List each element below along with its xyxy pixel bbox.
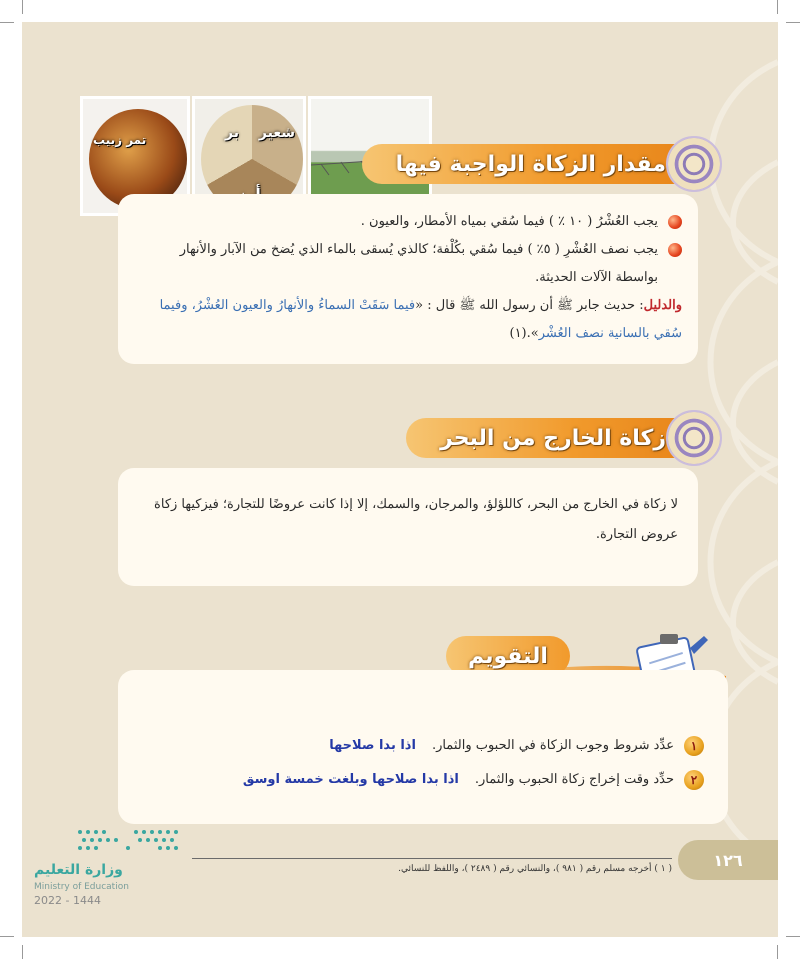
section-title: زكاة الخارج من البحر bbox=[440, 425, 666, 451]
evidence-intro: : حديث جابر ﷺ أن رسول الله ﷺ قال : « bbox=[415, 298, 644, 313]
question-answer: اذا بدا صلاحها وبلغت خمسة اوسق bbox=[242, 772, 459, 787]
wheat-label: بر bbox=[225, 125, 239, 141]
evidence-label: والدليل bbox=[643, 298, 682, 313]
section-banner bbox=[406, 418, 686, 458]
dates-raisins-label: تمر زبيب bbox=[93, 133, 147, 147]
question-text: حدِّد وقت إخراج زكاة الحبوب والثمار. bbox=[474, 772, 674, 787]
zakat-amount-card bbox=[118, 194, 698, 364]
crop-mark bbox=[0, 936, 14, 937]
section-header-zakat-amount bbox=[362, 136, 722, 192]
evaluation-card bbox=[118, 670, 728, 824]
evaluation-title: التقويم bbox=[468, 643, 548, 669]
section-title: مقدار الزكاة الواجبة فيها bbox=[395, 151, 666, 177]
evidence-end: ».(١) bbox=[509, 326, 539, 341]
sea-zakat-card bbox=[118, 468, 698, 586]
crop-mark bbox=[777, 945, 778, 959]
crop-mark bbox=[786, 22, 800, 23]
bullet-dot-icon bbox=[668, 243, 682, 257]
footnote: ( ١ ) أخرجه مسلم رقم ( ٩٨١ )، والنسائي رقم ( ٢٤٨٩ )، واللفظ للنسائي. bbox=[398, 864, 672, 874]
sea-zakat-text: لا زكاة في الخارج من البحر، كاللؤلؤ، والمرجان، والسمك، إلا إذا كانت عروضًا للتجارة؛ فيزكيها زكاة عروض التجارة. bbox=[154, 497, 678, 542]
ministry-dots-logo-icon bbox=[74, 826, 184, 854]
ministry-name-en: Ministry of Education bbox=[34, 882, 129, 892]
ministry-name-ar: وزارة التعليم bbox=[34, 862, 123, 878]
bullet-text: يجب العُشْرُ ( ١٠ ٪ ) فيما سُقي بمياه الأمطار، والعيون . bbox=[360, 214, 658, 229]
question-number-badge: ١ bbox=[684, 736, 704, 756]
barley-label: شعير bbox=[258, 125, 295, 141]
bullet-dot-icon bbox=[668, 215, 682, 229]
evidence-paragraph bbox=[134, 292, 682, 348]
crop-mark bbox=[22, 0, 23, 14]
footnote-divider bbox=[192, 858, 672, 859]
rosette-icon bbox=[666, 136, 722, 192]
question-number-badge: ٢ bbox=[684, 770, 704, 790]
question-text: عدِّد شروط وجوب الزكاة في الحبوب والثمار. bbox=[431, 738, 674, 753]
page-number: ١٢٦ bbox=[713, 850, 743, 870]
section-banner bbox=[362, 144, 686, 184]
bullet-item bbox=[134, 208, 682, 236]
textbook-page bbox=[22, 22, 778, 937]
bullet-text: يجب نصف العُشْرِ ( ٥٪ ) فيما سُقي بكُلْفة؛ كالذي يُسقى بالماء الذي يُضخ من الآبار والأنهار بواسطة الآلات الحديثة. bbox=[179, 242, 658, 285]
question-item bbox=[142, 734, 704, 758]
question-answer: اذا بدا صلاحها bbox=[329, 738, 416, 753]
question-item bbox=[142, 768, 704, 792]
ministry-year: 2022 - 1444 bbox=[34, 894, 101, 907]
rosette-icon bbox=[666, 410, 722, 466]
evidence-quote: فيما سَقَتْ السماءُ والأنهارُ والعيون العُشْرُ، وفيما سُقي بالسانية نصف العُشْر bbox=[159, 298, 682, 341]
page-number-tab bbox=[678, 840, 778, 880]
crop-mark bbox=[0, 22, 14, 23]
section-header-sea-zakat bbox=[406, 410, 722, 466]
ministry-logo bbox=[34, 826, 214, 916]
bullet-item bbox=[134, 236, 682, 292]
crop-mark bbox=[786, 936, 800, 937]
crop-mark bbox=[777, 0, 778, 14]
crop-mark bbox=[22, 945, 23, 959]
